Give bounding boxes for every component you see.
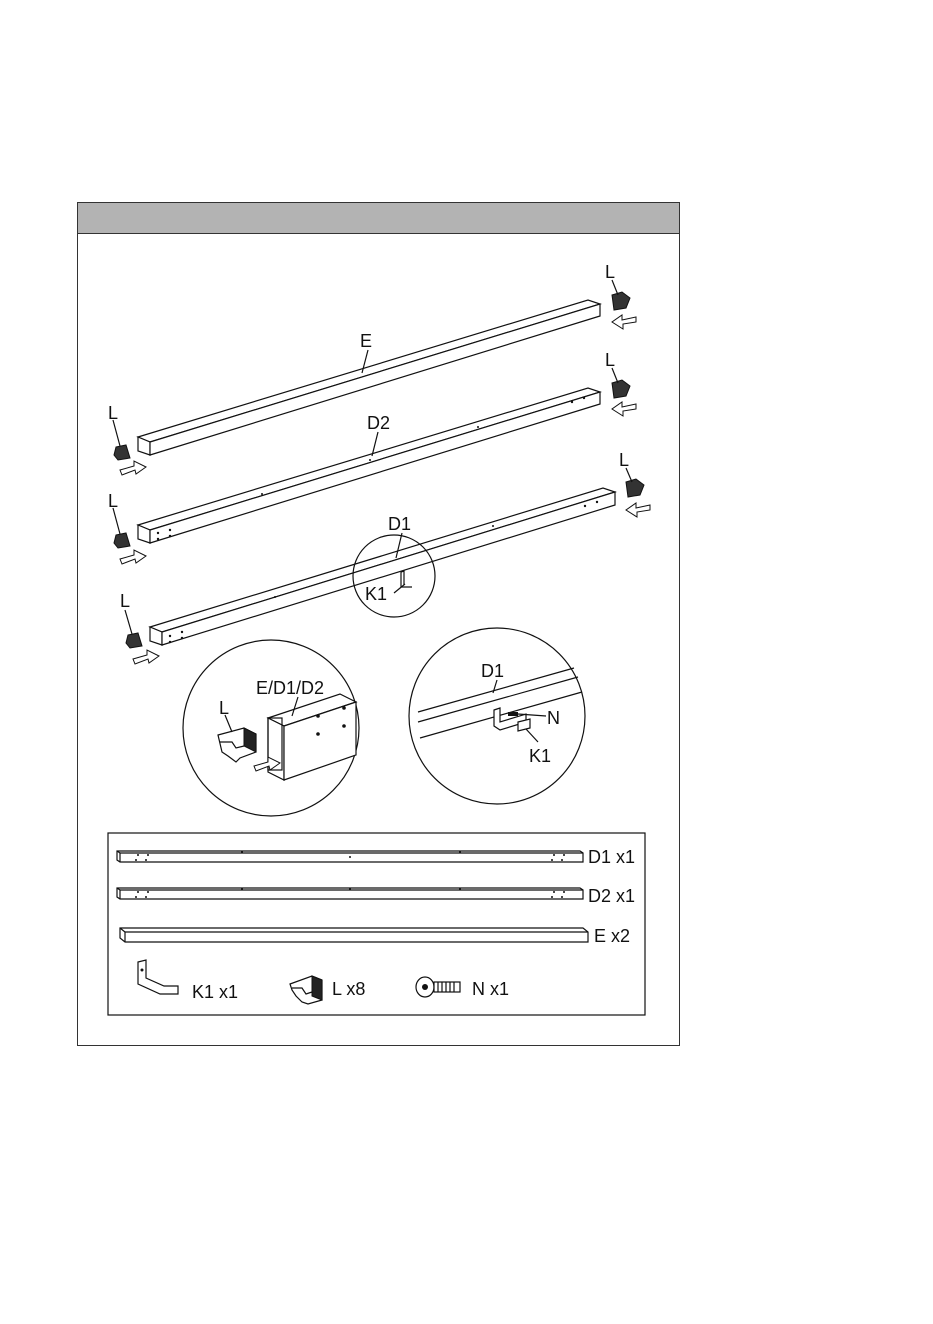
part-label-d1: D1 x1: [588, 847, 636, 867]
part-label-e: E x2: [594, 926, 631, 946]
label-l-right-2: L: [605, 350, 616, 370]
beam-end-detail: [268, 694, 356, 780]
label-l-right-1: L: [605, 262, 616, 282]
label-k1-detail: K1: [529, 746, 552, 766]
part-d2-drawing: [117, 888, 583, 899]
l-bracket-right-1: [612, 280, 630, 310]
label-d2: D2: [367, 413, 391, 433]
part-label-l: L x8: [332, 979, 366, 999]
label-k1-small: K1: [365, 584, 388, 604]
part-d1-drawing: [117, 851, 583, 862]
arrow-right-2: [120, 550, 146, 564]
l-bracket-left-3: [125, 610, 142, 648]
l-bracket-left-2: [113, 508, 130, 548]
l-bracket-detail: [218, 728, 256, 762]
arrow-right-3: [133, 650, 159, 664]
label-d1: D1: [388, 514, 412, 534]
l-bracket-left-1: [113, 420, 130, 460]
part-label-k1: K1 x1: [192, 982, 239, 1002]
arrow-right-1: [120, 461, 146, 475]
part-label-n: N x1: [472, 979, 510, 999]
part-e-drawing: [120, 928, 588, 942]
l-bracket-right-2: [612, 368, 630, 398]
label-n: N: [547, 708, 560, 728]
l-bracket-right-3: [626, 468, 644, 497]
label-combo: E/D1/D2: [256, 678, 325, 698]
label-l-left-2: L: [108, 491, 119, 511]
label-l-left-1: L: [108, 403, 119, 423]
arrow-left-1: [612, 315, 636, 329]
label-l-left-3: L: [120, 591, 131, 611]
arrow-left-2: [612, 402, 636, 416]
label-e: E: [360, 331, 373, 351]
arrow-left-3: [626, 503, 650, 517]
label-l-detail: L: [219, 698, 230, 718]
label-d1-detail: D1: [481, 661, 505, 681]
label-l-right-3: L: [619, 450, 630, 470]
part-label-d2: D2 x1: [588, 886, 636, 906]
k1-bracket-small: [401, 571, 412, 587]
